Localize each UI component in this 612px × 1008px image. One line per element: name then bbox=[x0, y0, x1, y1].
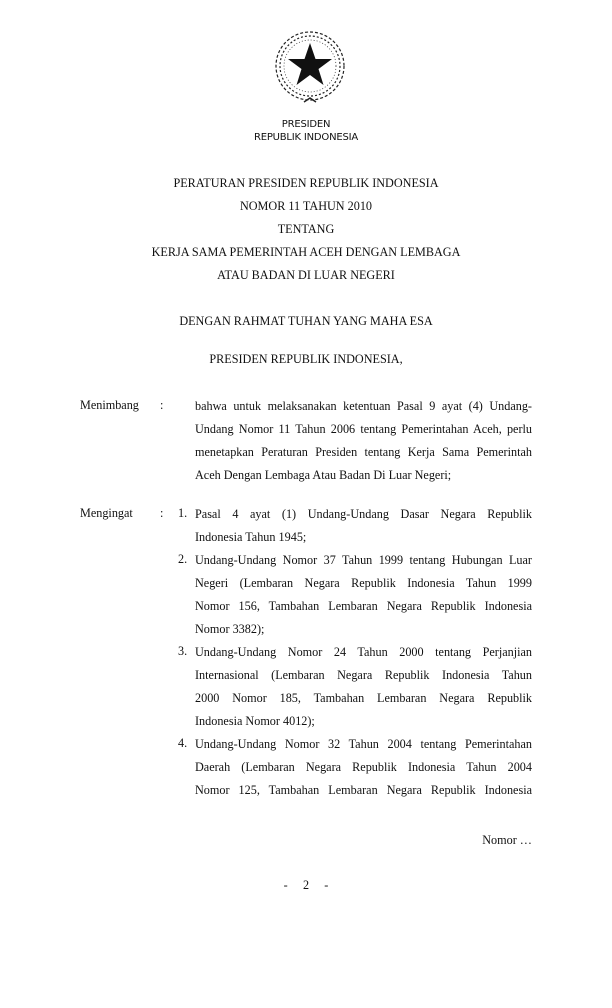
text-line: Nomor 3382); bbox=[195, 622, 265, 636]
text-line: Nomor 156, Tambahan Lembaran Negara Republik Indonesia bbox=[195, 599, 532, 613]
text-line: Aceh Dengan Lembaga Atau Badan Di Luar Negeri; bbox=[195, 468, 452, 482]
text-line: Undang-Undang Nomor 32 Tahun 2004 tentang Pemerintahan bbox=[195, 737, 532, 751]
text-line: Indonesia Tahun 1945; bbox=[195, 530, 307, 544]
menimbang-colon: : bbox=[160, 398, 164, 412]
text-line: bahwa untuk melaksanakan ketentuan Pasal 9 ayat (4) Undang- bbox=[195, 399, 532, 413]
regulation-subject-line1: KERJA SAMA PEMERINTAH ACEH DENGAN LEMBAGA bbox=[151, 245, 461, 259]
mengingat-label: Mengingat bbox=[80, 506, 133, 520]
regulation-title: PERATURAN PRESIDEN REPUBLIK INDONESIA bbox=[173, 176, 439, 190]
text-line: Pasal 4 ayat (1) Undang-Undang Dasar Negara Republik bbox=[195, 507, 532, 521]
letterhead-presiden: PRESIDEN bbox=[281, 119, 331, 130]
page-number: - 2 - bbox=[283, 878, 329, 892]
text-line: menetapkan Peraturan Presiden tentang Kerja Sama Pemerintah bbox=[195, 445, 532, 459]
president-heading: PRESIDEN REPUBLIK INDONESIA, bbox=[209, 352, 403, 366]
menimbang-label: Menimbang bbox=[80, 398, 139, 412]
menimbang-text bbox=[195, 398, 532, 490]
mengingat-item bbox=[178, 552, 532, 644]
text-line: Daerah (Lembaran Negara Republik Indonesia Tahun 2004 bbox=[195, 760, 532, 774]
mengingat-item bbox=[178, 506, 532, 552]
item-number: 4. bbox=[178, 736, 188, 750]
text-line: Internasional (Lembaran Negara Republik Indonesia Tahun bbox=[195, 668, 532, 682]
continuation-marker: Nomor … bbox=[482, 833, 532, 847]
mengingat-item bbox=[178, 644, 532, 736]
item-number: 2. bbox=[178, 552, 188, 566]
regulation-number: NOMOR 11 TAHUN 2010 bbox=[239, 199, 373, 213]
item-number: 1. bbox=[178, 506, 188, 520]
text-line: Indonesia Nomor 4012); bbox=[195, 714, 315, 728]
text-line: Undang Nomor 11 Tahun 2006 tentang Pemerintahan Aceh, perlu bbox=[195, 422, 532, 436]
garuda-star-emblem-icon bbox=[271, 28, 349, 108]
mengingat-item bbox=[178, 736, 532, 805]
text-line: Undang-Undang Nomor 24 Tahun 2000 tentang Perjanjian bbox=[195, 645, 532, 659]
item-number: 3. bbox=[178, 644, 188, 658]
text-line: Nomor 125, Tambahan Lembaran Negara Republik Indonesia bbox=[195, 783, 532, 797]
regulation-subject-line2: ATAU BADAN DI LUAR NEGERI bbox=[217, 268, 395, 282]
letterhead-republik-indonesia: REPUBLIK INDONESIA bbox=[253, 132, 359, 143]
mengingat-colon: : bbox=[160, 506, 164, 520]
text-line: Undang-Undang Nomor 37 Tahun 1999 tentang Hubungan Luar bbox=[195, 553, 532, 567]
invocation: DENGAN RAHMAT TUHAN YANG MAHA ESA bbox=[179, 314, 433, 328]
text-line: Negeri (Lembaran Negara Republik Indonesia Tahun 1999 bbox=[195, 576, 532, 590]
text-line: 2000 Nomor 185, Tambahan Lembaran Negara Republik bbox=[195, 691, 532, 705]
regulation-tentang: TENTANG bbox=[277, 222, 335, 236]
mengingat-list bbox=[178, 506, 532, 805]
